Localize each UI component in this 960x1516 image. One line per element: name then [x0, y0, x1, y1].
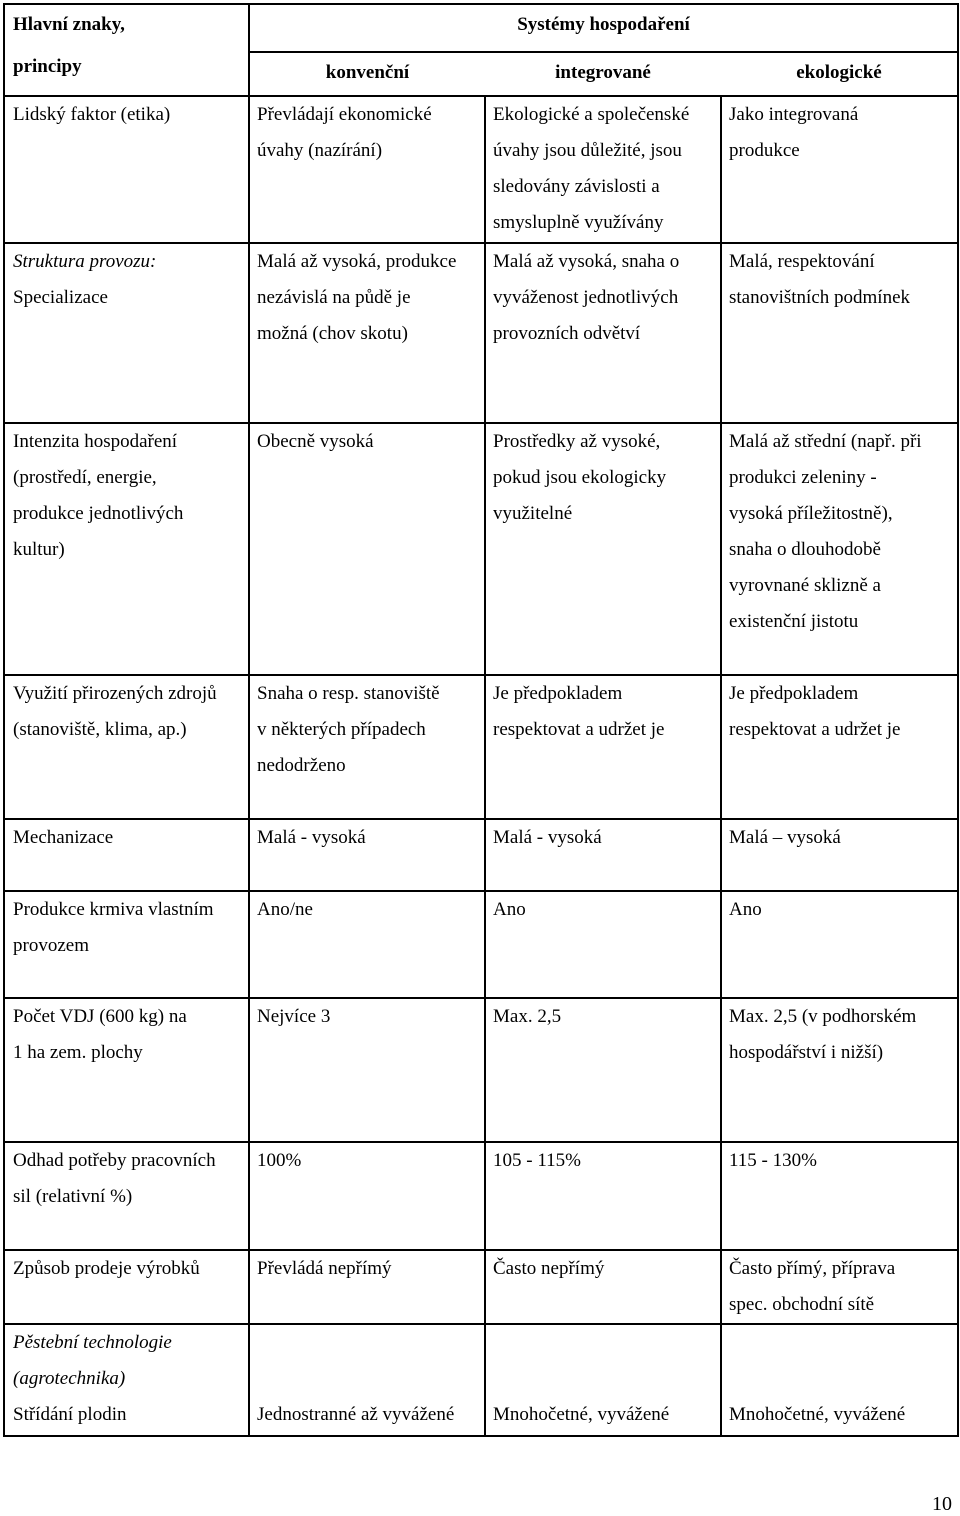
row-sales-label: Způsob prodeje výrobků [4, 1250, 249, 1324]
header-systems-title: Systémy hospodaření [249, 4, 958, 52]
row-mechanization-ecological: Malá – vysoká [721, 819, 958, 891]
row-ethics-ecological: Jako integrovaná produkce [721, 96, 958, 243]
row-crop-rotation-conventional: Jednostranné až vyvážené [249, 1324, 485, 1436]
header-principles-line1: Hlavní znaky, [13, 14, 125, 35]
row-structure-ecological: Malá, respektování stanovištních podmínek [721, 243, 958, 423]
row-intensity-conventional: Obecně vysoká [249, 423, 485, 675]
row-livestock-units-integrated: Max. 2,5 [485, 998, 721, 1142]
header-conventional: konvenční [249, 52, 485, 96]
row-sales-integrated: Často nepřímý [485, 1250, 721, 1324]
row-ethics-integrated: Ekologické a společenské úvahy jsou důležité, jsou sledovány závislosti a smysluplně využívány [485, 96, 721, 243]
row-labour-conventional: 100% [249, 1142, 485, 1250]
row-resources-ecological: Je předpokladem respektovat a udržet je [721, 675, 958, 819]
row-ethics-conventional: Převládají ekonomické úvahy (nazírání) [249, 96, 485, 243]
row-feed-label: Produkce krmiva vlastním provozem [4, 891, 249, 998]
row-feed-ecological: Ano [721, 891, 958, 998]
header-integrated: integrované [485, 52, 721, 96]
row-resources-conventional: Snaha o resp. stanoviště v některých případech nedodrženo [249, 675, 485, 819]
row-sales-conventional: Převládá nepřímý [249, 1250, 485, 1324]
row-livestock-units-label: Počet VDJ (600 kg) na 1 ha zem. plochy [4, 998, 249, 1142]
page-number: 10 [932, 1493, 952, 1515]
row-resources-integrated: Je předpokladem respektovat a udržet je [485, 675, 721, 819]
row-crop-rotation-label: Pěstební technologie (agrotechnika) Střídání plodin [4, 1324, 249, 1436]
row-feed-integrated: Ano [485, 891, 721, 998]
row-livestock-units-conventional: Nejvíce 3 [249, 998, 485, 1142]
row-mechanization-conventional: Malá - vysoká [249, 819, 485, 891]
row-intensity-integrated: Prostředky až vysoké, pokud jsou ekologicky využitelné [485, 423, 721, 675]
row-intensity-label: Intenzita hospodaření (prostředí, energie, produkce jednotlivých kultur) [4, 423, 249, 675]
row-structure-conventional: Malá až vysoká, produkce nezávislá na půdě je možná (chov skotu) [249, 243, 485, 423]
row-labour-ecological: 115 - 130% [721, 1142, 958, 1250]
row-mechanization-label: Mechanizace [4, 819, 249, 891]
row-structure-label: Struktura provozu: Specializace [4, 243, 249, 423]
row-intensity-ecological: Malá až střední (např. při produkci zeleniny - vysoká příležitostně), snaha o dlouhodobě vyrovnané sklizně a existenční jistotu [721, 423, 958, 675]
row-mechanization-integrated: Malá - vysoká [485, 819, 721, 891]
header-principles-line2: principy [13, 56, 82, 77]
row-crop-rotation-ecological: Mnohočetné, vyvážené [721, 1324, 958, 1436]
farming-systems-table [3, 3, 959, 1437]
row-feed-conventional: Ano/ne [249, 891, 485, 998]
row-structure-integrated: Malá až vysoká, snaha o vyváženost jednotlivých provozních odvětví [485, 243, 721, 423]
row-resources-label: Využití přirozených zdrojů (stanoviště, klima, ap.) [4, 675, 249, 819]
row-livestock-units-ecological: Max. 2,5 (v podhorském hospodářství i nižší) [721, 998, 958, 1142]
header-ecological: ekologické [721, 52, 958, 96]
row-labour-integrated: 105 - 115% [485, 1142, 721, 1250]
row-ethics-label: Lidský faktor (etika) [4, 96, 249, 243]
row-labour-label: Odhad potřeby pracovních sil (relativní %) [4, 1142, 249, 1250]
row-crop-rotation-integrated: Mnohočetné, vyvážené [485, 1324, 721, 1436]
header-principles [4, 4, 249, 96]
row-sales-ecological: Často přímý, příprava spec. obchodní sítě [721, 1250, 958, 1324]
